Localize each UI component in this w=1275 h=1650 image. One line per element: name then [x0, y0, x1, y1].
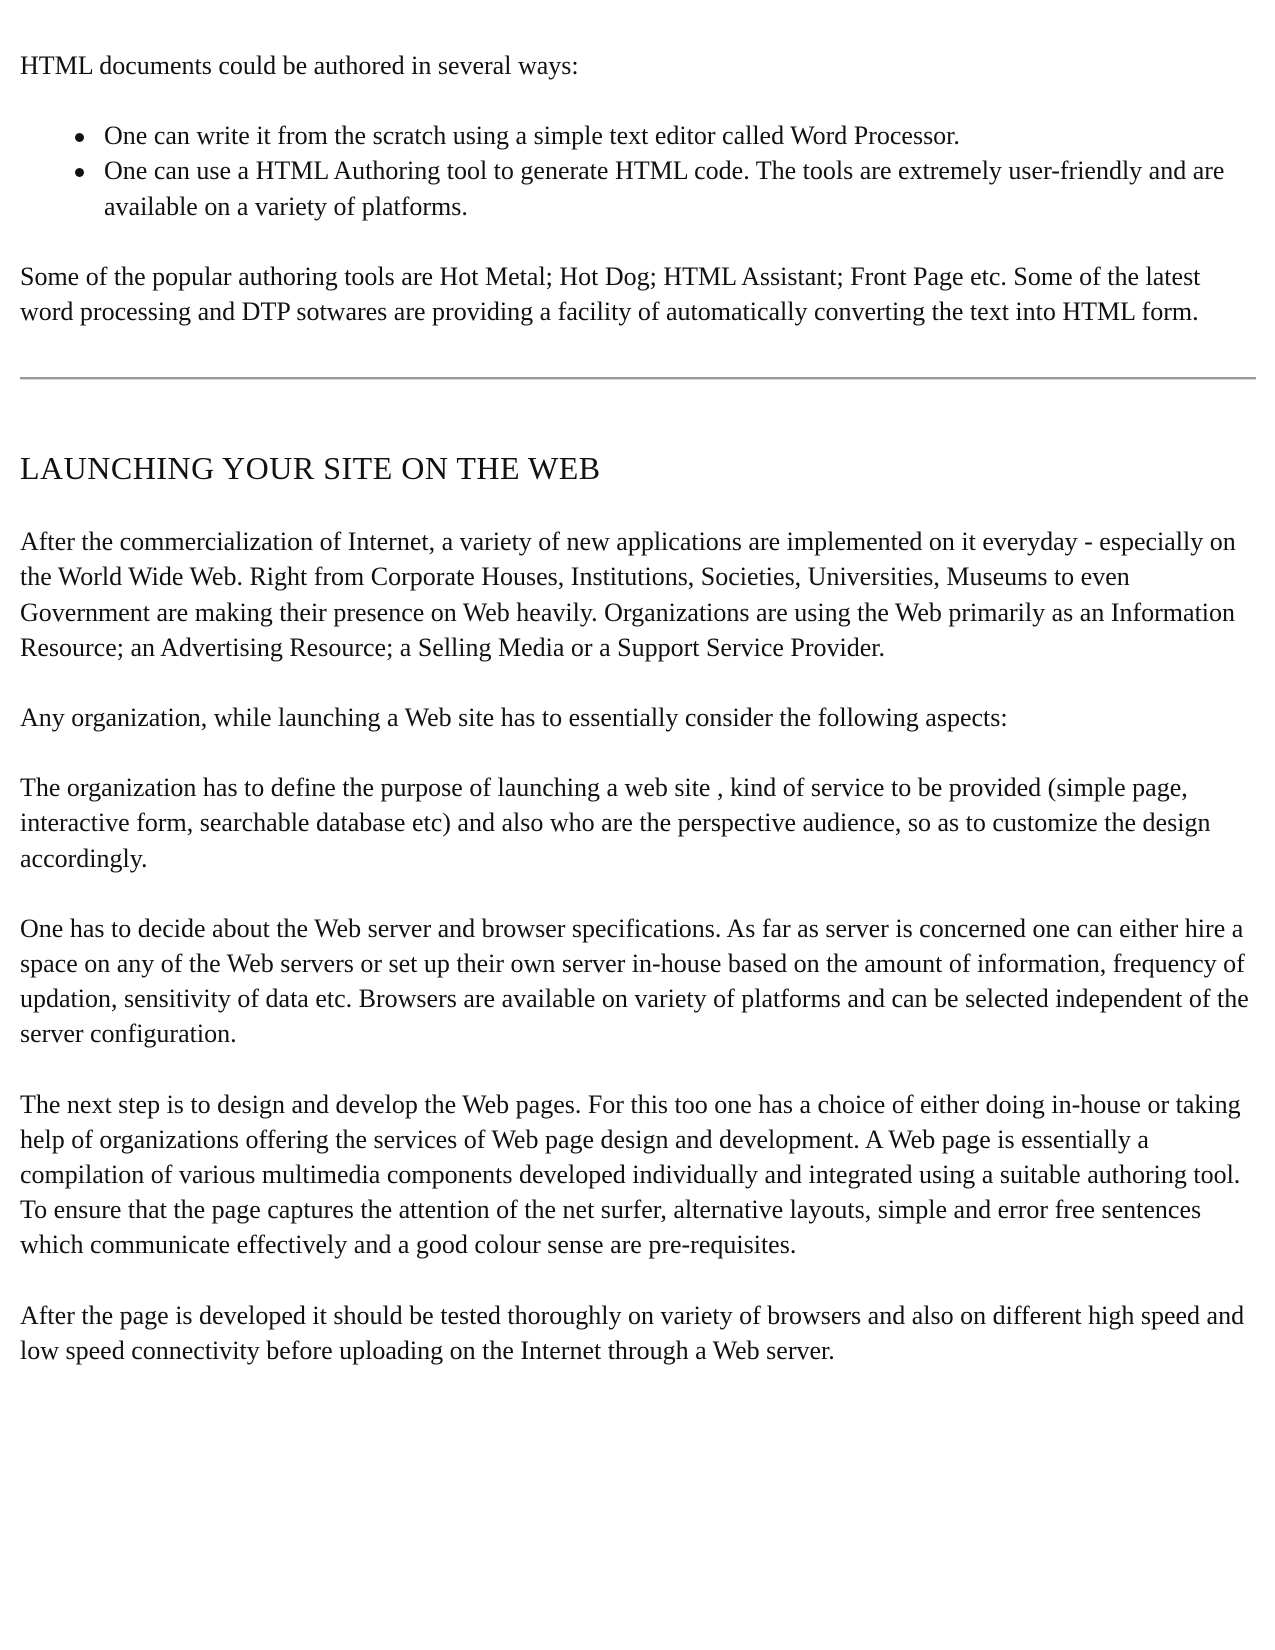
authoring-ways-list — [20, 118, 1260, 224]
document-page — [20, 48, 1260, 1403]
list-item: One can use a HTML Authoring tool to generate HTML code. The tools are extremely user-friendly and are available on a variety of platforms. — [104, 153, 1260, 223]
paragraph: One has to decide about the Web server and browser specifications. As far as server is concerned one can either hire a space on any of the Web servers or set up their own server in-house based on the amount of information, frequency of updation, sensitivity of data etc. Browsers are available on variety of platforms and can be selected independent of the server configuration. — [20, 913, 1249, 1049]
horizontal-divider — [20, 377, 1256, 380]
paragraph: The organization has to define the purpose of launching a web site , kind of service to be provided (simple page, interactive form, searchable database etc) and also who are the perspective audience, so as to customize the design accordingly. — [20, 773, 1211, 873]
paragraph: Any organization, while launching a Web site has to essentially consider the following aspects: — [20, 703, 1008, 733]
paragraph: The next step is to design and develop the Web pages. For this too one has a choice of either doing in-house or taking help of organizations offering the services of Web page design and development. A Web page is essentially a compilation of various multimedia components developed individually and integrated using a suitable authoring tool. To ensure that the page captures the attention of the net surfer, alternative layouts, simple and error free sentences which communicate effectively and a good colour sense are pre-requisites. — [20, 1089, 1241, 1260]
paragraph: After the commercialization of Internet, a variety of new applications are implemented on it everyday - especially on the World Wide Web. Right from Corporate Houses, Institutions, Societies, Universities, Museums to even Government are making their presence on Web heavily. Organizations are using the Web primarily as an Information Resource; an Advertising Resource; a Selling Media or a Support Service Provider. — [20, 527, 1236, 662]
section-heading: LAUNCHING YOUR SITE ON THE WEB — [20, 450, 601, 487]
list-item: One can write it from the scratch using a simple text editor called Word Processor. — [104, 118, 1260, 153]
authoring-tools-paragraph: Some of the popular authoring tools are Hot Metal; Hot Dog; HTML Assistant; Front Page etc. Some of the latest word processing and DTP sotwares are providing a facility of automatically converting the text into HTML form. — [20, 261, 1201, 327]
paragraph: After the page is developed it should be tested thoroughly on variety of browsers and also on different high speed and low speed connectivity before uploading on the Internet through a Web server. — [20, 1300, 1245, 1365]
intro-text: HTML documents could be authored in several ways: — [20, 51, 579, 80]
